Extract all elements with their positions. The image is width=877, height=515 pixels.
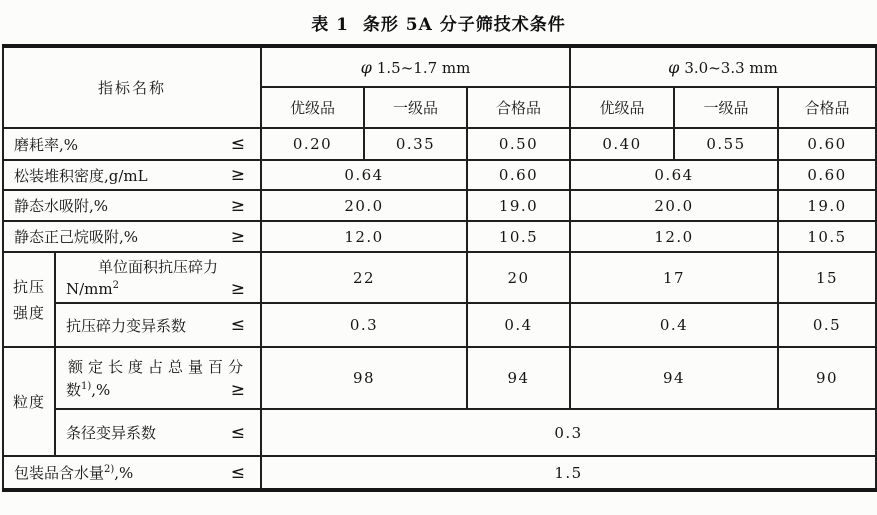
header-row-sizes <box>3 46 876 87</box>
comparator: ≤ <box>230 422 246 443</box>
value-cell: 0.64 <box>261 160 467 190</box>
value-cell: 20 <box>467 252 570 303</box>
value-cell: 19.0 <box>778 190 876 221</box>
superscript: 2 <box>112 280 120 291</box>
label-text: 磨耗率,% <box>14 135 79 154</box>
group-label-size: 粒度 <box>3 347 55 456</box>
value-cell: 15 <box>778 252 876 303</box>
grade-header: 一级品 <box>674 87 778 128</box>
size-range-2: 3.0~3.3 mm <box>684 58 778 77</box>
grade-header: 优级品 <box>261 87 364 128</box>
phi-symbol: φ <box>360 57 372 77</box>
header-indicator-name: 指标名称 <box>3 46 261 128</box>
comparator: ≤ <box>230 315 246 335</box>
label-text: 条径变异系数 <box>66 424 157 442</box>
value-cell: 12.0 <box>570 221 778 252</box>
value-cell: 1.5 <box>261 456 876 490</box>
grade-header: 合格品 <box>778 87 876 128</box>
comparator: ≥ <box>230 379 246 400</box>
value-cell: 20.0 <box>261 190 467 221</box>
value-cell: 0.3 <box>261 409 876 456</box>
row-label-bulk-density <box>3 160 261 190</box>
superscript: 1) <box>81 381 92 392</box>
row-label-rod-cv <box>55 409 261 456</box>
grade-header: 一级品 <box>364 87 467 128</box>
row-label-crush-strength <box>55 252 261 303</box>
value-cell: 10.5 <box>467 221 570 252</box>
comparator: ≤ <box>230 462 246 483</box>
row-bulk-density <box>3 160 876 190</box>
row-crush-cv <box>3 303 876 347</box>
value-cell: 0.40 <box>570 128 674 160</box>
value-cell: 17 <box>570 252 778 303</box>
row-moisture <box>3 456 876 490</box>
label-text: 包装品含水量$^{2)}$,% <box>14 464 134 482</box>
value-cell: 0.50 <box>467 128 570 160</box>
size-range-1: 1.5~1.7 mm <box>376 58 471 77</box>
row-label-moisture <box>3 456 261 490</box>
label-line2: 数$^{1)}$,% <box>66 381 111 399</box>
value-cell: 90 <box>778 347 876 409</box>
comparator: ≥ <box>230 279 246 299</box>
value-cell: 10.5 <box>778 221 876 252</box>
label-line1: 额定长度占总量百分 <box>68 358 249 376</box>
label-line1: 单位面积抗压碎力 <box>98 258 219 276</box>
value-cell: 20.0 <box>570 190 778 221</box>
row-label-length-percent <box>55 347 261 409</box>
value-cell: 0.60 <box>467 160 570 190</box>
row-label-static-water <box>3 190 261 221</box>
grade-header: 合格品 <box>467 87 570 128</box>
row-label-wear-rate <box>3 128 261 160</box>
row-length-percent <box>3 347 876 409</box>
group-label-line2: 强度 <box>12 303 45 322</box>
label-text: 静态正己烷吸附,% <box>14 228 139 246</box>
row-wear-rate <box>3 128 876 160</box>
value-cell: 0.3 <box>261 303 467 347</box>
value-cell: 0.20 <box>261 128 364 160</box>
value-cell: 0.4 <box>570 303 778 347</box>
comparator: ≥ <box>230 226 246 247</box>
value-cell: 98 <box>261 347 467 409</box>
group-label-line1: 抗压 <box>12 277 45 296</box>
label-line2: $N/mm^2$ <box>66 280 120 298</box>
group-label-crush <box>3 252 55 347</box>
value-cell: 22 <box>261 252 467 303</box>
phi-symbol: φ <box>668 57 680 77</box>
header-size-group-2 <box>570 46 876 87</box>
value-cell: 19.0 <box>467 190 570 221</box>
label-text: 松装堆积密度,g/mL <box>14 166 148 185</box>
header-size-group-1 <box>261 46 570 87</box>
value-cell: 0.5 <box>778 303 876 347</box>
value-cell: 0.64 <box>570 160 778 190</box>
row-rod-cv <box>3 409 876 456</box>
row-crush-strength <box>3 252 876 303</box>
row-static-hexane <box>3 221 876 252</box>
label-text: 抗压碎力变异系数 <box>66 316 187 335</box>
value-cell: 12.0 <box>261 221 467 252</box>
row-label-static-hexane <box>3 221 261 252</box>
value-cell: 0.4 <box>467 303 570 347</box>
row-static-water <box>3 190 876 221</box>
superscript: 2) <box>104 464 115 475</box>
comparator: ≥ <box>230 165 246 185</box>
label-text: 静态水吸附,% <box>14 197 109 215</box>
comparator: ≥ <box>230 195 246 216</box>
value-cell: 0.60 <box>778 160 876 190</box>
spec-table <box>2 44 877 492</box>
comparator: ≤ <box>230 134 246 154</box>
table-title: 表 1 条形 5A 分子筛技术条件 <box>311 15 566 35</box>
value-cell: 0.55 <box>674 128 778 160</box>
grade-header: 优级品 <box>570 87 674 128</box>
value-cell: 94 <box>570 347 778 409</box>
value-cell: 0.60 <box>778 128 876 160</box>
value-cell: 0.35 <box>364 128 467 160</box>
value-cell: 94 <box>467 347 570 409</box>
row-label-crush-cv <box>55 303 261 347</box>
